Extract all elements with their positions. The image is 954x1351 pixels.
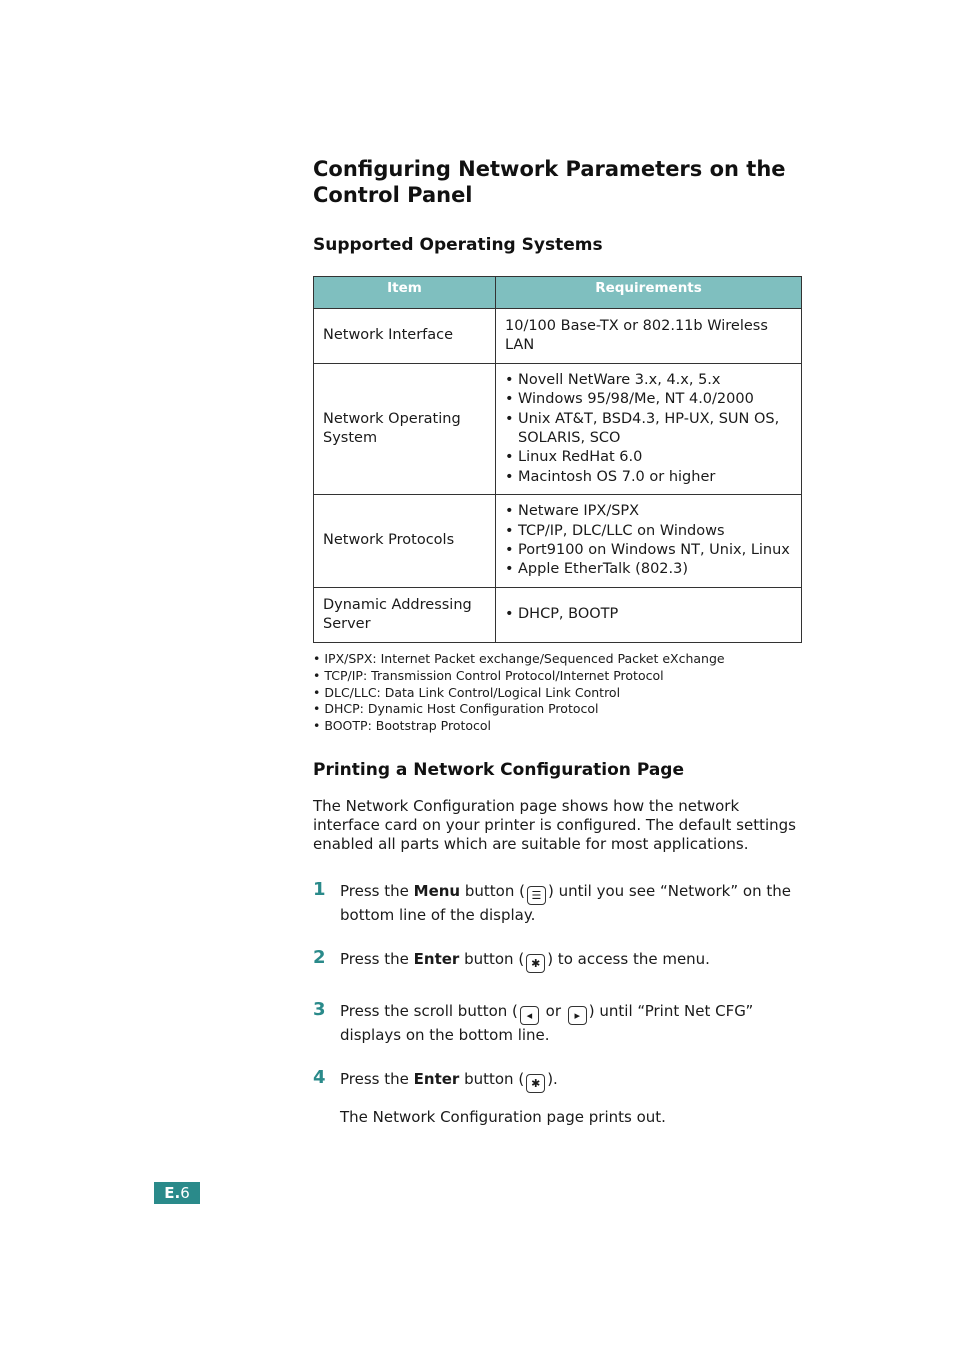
abbreviation-notes [313, 651, 725, 735]
page-prefix: E. [164, 1184, 181, 1202]
table-header-row [314, 277, 802, 309]
scroll-left-icon: ◂ [520, 1006, 539, 1025]
step-4-post: ). [547, 1070, 558, 1088]
step-number-4: 4 [313, 1067, 326, 1088]
step-2-pre: Press the [340, 950, 414, 968]
requirement-item: • Linux RedHat 6.0 [505, 448, 792, 467]
table-header-item: Item [314, 277, 496, 309]
step-3-post: ) until “Print Net CFG” displays on the bottom line. [340, 1002, 754, 1044]
requirement-item: • Apple EtherTalk (802.3) [505, 560, 792, 579]
requirement-item: • DHCP, BOOTP [505, 605, 792, 624]
requirement-item: • Unix AT&T, BSD4.3, HP-UX, SUN OS, SOLARIS, SCO [505, 410, 792, 449]
step-text-1 [340, 881, 805, 926]
note-item: • DHCP: Dynamic Host Configuration Protocol [313, 701, 725, 718]
step-text-2 [340, 949, 805, 973]
requirement-item: • TCP/IP, DLC/LLC on Windows [505, 522, 792, 541]
table-cell-requirements [496, 364, 802, 495]
enter-key-icon: ✱ [526, 954, 545, 973]
table-cell-requirements [496, 495, 802, 588]
requirements-list [505, 371, 792, 487]
page-title: Configuring Network Parameters on the Control Panel [313, 157, 786, 207]
page-number-badge [154, 1182, 200, 1204]
intro-paragraph: The Network Configuration page shows how the network interface card on your printer is configured. The default settings enabled all parts which are suitable for most applications. [313, 797, 796, 854]
table-cell-item: Dynamic Addressing Server [314, 588, 496, 643]
step-2-mid: button ( [459, 950, 525, 968]
section-heading-supported-os: Supported Operating Systems [313, 235, 603, 255]
step-4-mid: button ( [459, 1070, 525, 1088]
table-row [314, 309, 802, 364]
enter-key-icon: ✱ [526, 1074, 545, 1093]
page-number: 6 [180, 1184, 190, 1202]
section-heading-print-config: Printing a Network Configuration Page [313, 760, 684, 780]
step-text-4 [340, 1069, 805, 1093]
requirements-list [505, 502, 792, 579]
requirement-text: 10/100 Base-TX or 802.11b Wireless LAN [505, 317, 768, 353]
step-2-key-name: Enter [413, 950, 460, 968]
table-row [314, 364, 802, 495]
note-item: • TCP/IP: Transmission Control Protocol/Internet Protocol [313, 668, 725, 685]
step-4-key-name: Enter [413, 1070, 460, 1088]
step-4-result: The Network Configuration page prints out. [340, 1108, 666, 1126]
step-3-or: or [540, 1002, 566, 1020]
table-row [314, 495, 802, 588]
menu-key-icon: ☰ [527, 886, 546, 905]
requirements-list [505, 605, 792, 624]
note-item: • DLC/LLC: Data Link Control/Logical Link Control [313, 685, 725, 702]
step-3-pre: Press the scroll button ( [340, 1002, 518, 1020]
requirement-item: • Netware IPX/SPX [505, 502, 792, 521]
table-header-requirements: Requirements [496, 277, 802, 309]
table-row [314, 588, 802, 643]
step-number-1: 1 [313, 879, 326, 900]
table-cell-requirements [496, 309, 802, 364]
table-cell-item: Network Interface [314, 309, 496, 364]
step-1-mid: button ( [460, 882, 525, 900]
requirement-item: • Novell NetWare 3.x, 4.x, 5.x [505, 371, 792, 390]
step-1-post: ) until you see “Network” on the bottom line of the display. [340, 882, 791, 924]
note-item: • BOOTP: Bootstrap Protocol [313, 718, 725, 735]
requirements-table [313, 276, 802, 643]
table-cell-item: Network Protocols [314, 495, 496, 588]
scroll-right-icon: ▸ [568, 1006, 587, 1025]
step-2-post: ) to access the menu. [547, 950, 710, 968]
requirement-item: • Windows 95/98/Me, NT 4.0/2000 [505, 390, 792, 409]
requirement-item: • Port9100 on Windows NT, Unix, Linux [505, 541, 792, 560]
table-cell-requirements [496, 588, 802, 643]
note-item: • IPX/SPX: Internet Packet exchange/Sequenced Packet eXchange [313, 651, 725, 668]
step-text-3 [340, 1001, 805, 1046]
table-cell-item: Network Operating System [314, 364, 496, 495]
step-number-3: 3 [313, 999, 326, 1020]
step-1-pre: Press the [340, 882, 414, 900]
requirement-item: • Macintosh OS 7.0 or higher [505, 468, 792, 487]
step-4-pre: Press the [340, 1070, 414, 1088]
step-number-2: 2 [313, 947, 326, 968]
step-1-key-name: Menu [413, 882, 461, 900]
